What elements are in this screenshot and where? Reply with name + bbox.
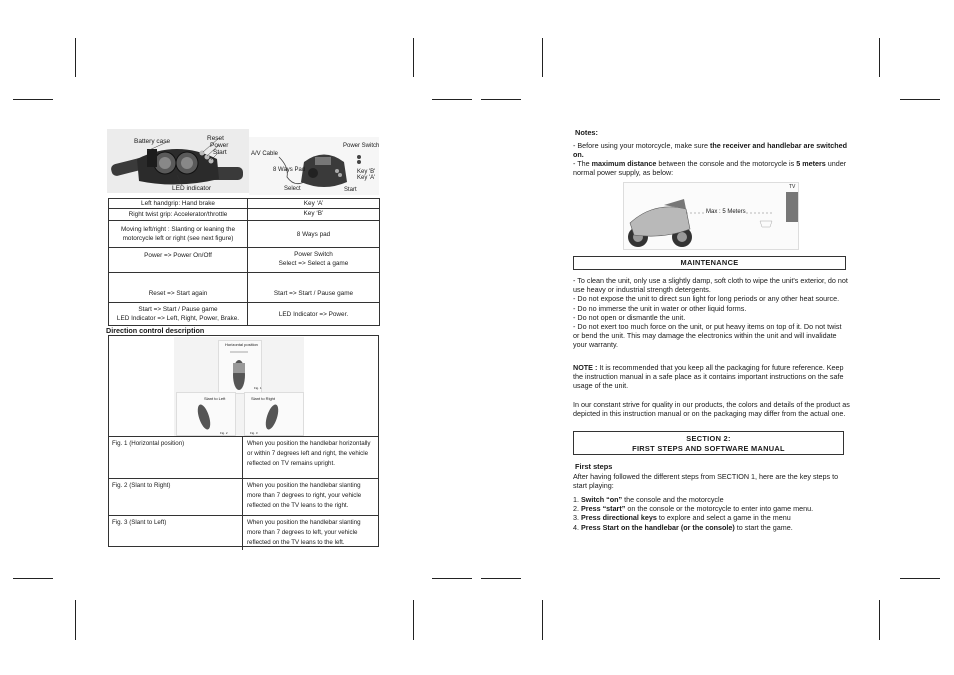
table-row: [108, 516, 379, 551]
crop-mark: [879, 600, 880, 640]
slant-left-label: Slant to Left: [204, 396, 226, 401]
distance-figure: [623, 182, 799, 250]
table-cell: Key ‘B’: [248, 209, 380, 221]
key-a-label: Key 'A': [357, 175, 376, 181]
crop-mark: [13, 578, 53, 579]
note-text: It is recommended that you keep all the packaging for future reference. Keep the instruction manual in a safe place as it contains important instructions on the safe usage of the unit.: [573, 363, 844, 391]
first-steps-intro: After having followed the different steps from SECTION 1, here are the key steps to start playing:: [573, 472, 839, 491]
crop-mark: [413, 600, 414, 640]
note-label: NOTE :: [573, 363, 598, 372]
table-row: [109, 303, 380, 326]
handlebar-figure: [107, 129, 249, 193]
fig2-label: Fig. 2: [220, 431, 228, 435]
crop-mark: [879, 38, 880, 77]
list-item: - Do not exert too much force on the unit, or put heavy items on top of it. Do not twist or bend the unit. This may damage the electronics within the unit and will invalidate your warranty.: [573, 322, 842, 350]
start-label: Start: [213, 149, 227, 156]
steps-list: [573, 495, 849, 532]
note-1-text: - Before using your motorcycle, make sure: [573, 141, 711, 150]
console-figure: [249, 137, 379, 195]
note-2-bold: maximum distance: [591, 159, 657, 168]
table-cell: Reset => Start again: [109, 273, 248, 303]
list-item: 2. Press “start” on the console or the motorcycle to enter into game menu.: [573, 504, 814, 514]
list-item: - To clean the unit, only use a slightly damp, soft cloth to wipe the unit's exterior, do not use heavy or industrial strength detergents.: [573, 276, 848, 295]
horizontal-position-label: Horizontal position: [225, 342, 258, 347]
maintenance-heading: MAINTENANCE: [573, 256, 846, 270]
table-cell: Power => Power On/Off: [109, 248, 248, 273]
table-row: [109, 221, 380, 248]
section-2-heading: [573, 431, 844, 455]
table-row: [109, 273, 380, 303]
note-paragraph: [573, 363, 849, 391]
crop-mark: [542, 38, 543, 77]
crop-mark: [900, 99, 940, 100]
crop-mark: [75, 38, 76, 77]
fig1-label: Fig. 1: [254, 386, 262, 390]
power-switch-label: Power Switch: [343, 143, 379, 149]
table-cell: Key ‘A’: [248, 199, 380, 209]
note-2: [573, 159, 849, 177]
crop-mark: [481, 99, 521, 100]
quality-paragraph: In our constant strive for quality in our products, the colors and details of the product as depicted in this instruction manual or on the packaging may differ from the actual one.: [573, 400, 850, 419]
list-item: - Do no immerse the unit in water or other liquid forms.: [573, 303, 747, 313]
crop-mark: [542, 600, 543, 640]
table-cell: Left handgrip: Hand brake: [109, 199, 248, 209]
direction-illustration: [174, 337, 304, 436]
desc-cell: When you position the handlebar slanting more than 7 degrees to right, your vehicle reflected on the TV leans to the right.: [243, 479, 380, 516]
crop-mark: [900, 578, 940, 579]
direction-figure: [174, 337, 304, 436]
key-b-label: Key 'B': [357, 169, 376, 175]
reset-label: Reset: [207, 135, 224, 142]
ways-pad-label: 8 Ways Pad: [273, 167, 306, 173]
table-cell: Start => Start / Pause game LED Indicator => Left, Right, Power, Brake.: [109, 303, 248, 326]
list-item: 3. Press directional keys to explore and select a game in the menu: [573, 513, 791, 523]
direction-section-title: Direction control description: [106, 326, 205, 335]
select-label: Select: [284, 186, 301, 192]
list-item: 4. Press Start on the handlebar (or the console) to start the game.: [573, 522, 793, 532]
controls-table: [108, 198, 380, 326]
table-cell: LED Indicator => Power.: [248, 303, 380, 326]
crop-mark: [432, 578, 472, 579]
note-2-text: - The: [573, 159, 592, 168]
direction-table: [108, 436, 379, 550]
table-row: [109, 248, 380, 273]
list-item: - Do not expose the unit to direct sun light for long periods or any other heat source.: [573, 294, 840, 304]
first-steps-title: First steps: [575, 462, 613, 471]
table-row: [108, 437, 379, 479]
section-2-line1: SECTION 2:: [686, 434, 731, 443]
crop-mark: [432, 99, 472, 100]
table-cell: Right twist grip: Accelerator/throttle: [109, 209, 248, 221]
table-cell: 8 Ways pad: [248, 221, 380, 248]
crop-mark: [75, 600, 76, 640]
note-1-bold: the receiver and handlebar are switched on.: [573, 141, 848, 160]
list-item: 1. Switch “on” the console and the motorcycle: [573, 495, 724, 504]
slant-right-label: Slant to Right: [251, 396, 276, 401]
fig-cell: Fig. 3 (Slant to Left): [108, 516, 243, 551]
led-indicator-label: LED indicator: [172, 185, 212, 192]
maintenance-list: [573, 276, 849, 350]
notes-title: Notes:: [575, 128, 598, 137]
table-row: [109, 209, 380, 221]
start-label: Start: [344, 187, 357, 193]
fig3-label: Fig. 3: [250, 431, 258, 435]
desc-cell: When you position the handlebar horizontally or within 7 degrees left and right, the vehicle reflected on TV remains upright.: [243, 437, 380, 479]
table-row: [109, 199, 380, 209]
table-cell: Moving left/right : Slanting or leaning the motorcycle left or right (see next figure): [109, 221, 248, 248]
crop-mark: [413, 38, 414, 77]
note-2-text: between the console and the motorcycle is: [656, 159, 797, 168]
tv-label: TV: [789, 184, 796, 190]
section-2-line2: FIRST STEPS AND SOFTWARE MANUAL: [632, 444, 785, 453]
fig-cell: Fig. 1 (Horizontal position): [108, 437, 243, 479]
power-label: Power: [210, 142, 229, 149]
crop-mark: [13, 99, 53, 100]
fig-cell: Fig. 2 (Slant to Right): [108, 479, 243, 516]
table-cell: Power Switch Select => Select a game: [248, 248, 380, 273]
handlebar-illustration: [107, 129, 249, 193]
battery-case-label: Battery case: [134, 138, 171, 145]
motorcycle-illustration: [624, 183, 799, 250]
table-row: [108, 479, 379, 516]
desc-cell: When you position the handlebar slanting more than 7 degrees to left, your vehicle reflected on the TV leans to the left.: [243, 516, 380, 551]
max-distance-label: Max : 5 Meters: [706, 209, 746, 215]
table-cell: Start => Start / Pause game: [248, 273, 380, 303]
list-item: - Do not open or dismantle the unit.: [573, 312, 686, 322]
crop-mark: [481, 578, 521, 579]
note-1: [573, 141, 849, 159]
note-2-text: under normal power supply, as below:: [573, 159, 847, 178]
av-cable-label: A/V Cable: [251, 151, 279, 157]
note-2-bold: 5 meters: [796, 159, 826, 168]
